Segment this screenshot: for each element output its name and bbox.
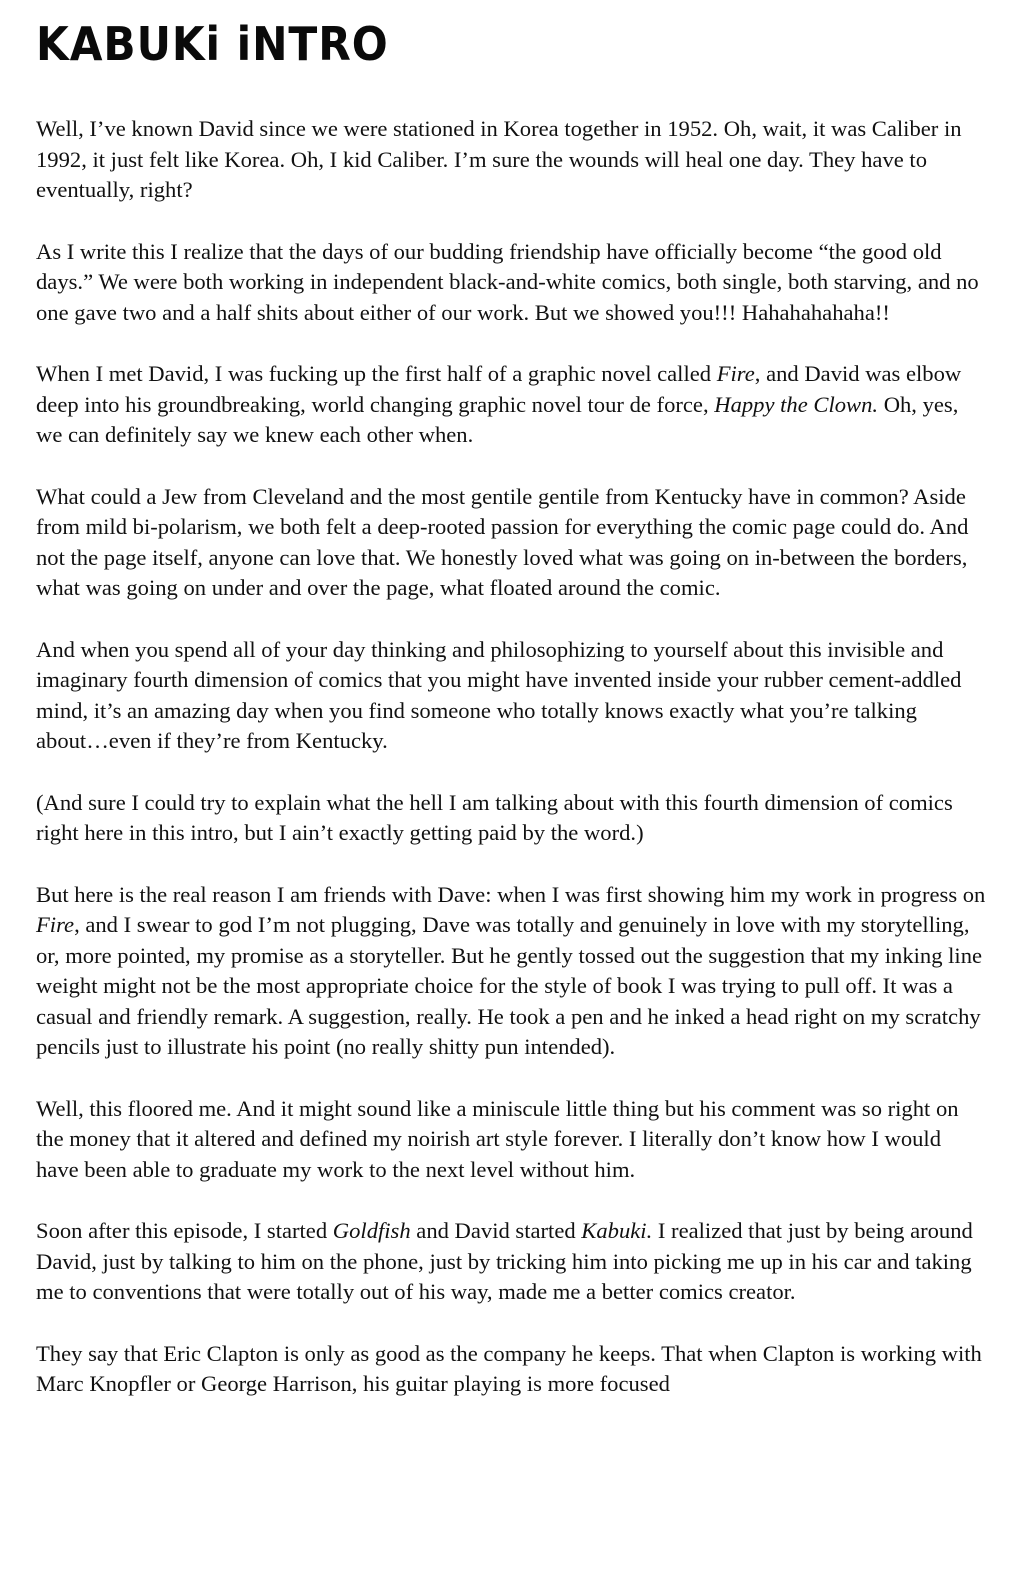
- paragraph-text: , and I swear to god I’m not plugging, Dave was totally and genuinely in love with my storytelling, or, more pointed, my promise as a storyteller. But he gently tossed out the suggestion that my inking line weight might not be the most appropriate choice for the style of book I was trying to pull off. It was a casual and friendly remark. A suggestion, really. He took a pen and he inked a head right on my scratchy pencils just to illustrate his point (no really shitty pun intended).: [36, 912, 983, 1059]
- page-title: KABUKi iNTRO: [36, 17, 389, 71]
- paragraph: [36, 1094, 986, 1186]
- paragraph-text: What could a Jew from Cleveland and the most gentile gentile from Kentucky have in common? Aside from mild bi-polarism, we both felt a deep-rooted passion for everything the comic page could do. And not the page itself, anyone can love that. We honestly loved what was going on in-between the borders, what was going on under and over the page, what floated around the comic.: [36, 483, 969, 600]
- paragraph-text: Well, I’ve known David since we were stationed in Korea together in 1952. Oh, wait, it was Caliber in 1992, it just felt like Korea. Oh, I kid Caliber. I’m sure the wounds will heal one day. They have to eventually, right?: [36, 116, 962, 202]
- paragraph-text: When I met David, I was fucking up the first half of a graphic novel called: [36, 361, 717, 386]
- paragraph-text: (And sure I could try to explain what the hell I am talking about with this fourth dimension of comics right here in this intro, but I ain’t exactly getting paid by the word.): [36, 789, 953, 845]
- paragraph-text: Oh, yes, we can definitely say we knew each other when.: [36, 391, 959, 447]
- paragraph: [36, 788, 986, 849]
- paragraph: [36, 880, 986, 1063]
- paragraph: [36, 1339, 986, 1400]
- paragraph: [36, 1216, 986, 1308]
- italic-title-text: Happy the Clown.: [714, 391, 879, 417]
- paragraph-text: And when you spend all of your day thinking and philosophizing to yourself about this invisible and imaginary fourth dimension of comics that you might have invented inside your rubber cement-addled mind, it’s an amazing day when you find someone who totally knows exactly what you’re talking about…even if they’re from Kentucky.: [36, 636, 962, 753]
- italic-title-text: Goldfish: [332, 1218, 411, 1243]
- paragraph-text: Well, this floored me. And it might sound like a miniscule little thing but his comment was so right on the money that it altered and defined my noirish art style forever. I literally don’t know how I would have been able to graduate my work to the next level without him.: [36, 1095, 959, 1182]
- italic-title-text: Kabuki.: [581, 1218, 653, 1243]
- paragraph-text: Soon after this episode, I started: [36, 1218, 333, 1243]
- paragraph: [36, 635, 986, 757]
- paragraph: [36, 482, 986, 604]
- intro-body: [36, 114, 986, 1400]
- italic-title-text: Fire: [716, 361, 755, 386]
- paragraph-text: I realized that just by being around David, just by talking to him on the phone, just by tricking him into picking me up in his car and taking me to conventions that were totally out of his way, made me a better comics creator.: [36, 1218, 973, 1304]
- paragraph-text: and David started: [410, 1218, 582, 1243]
- italic-title-text: Fire: [36, 912, 75, 937]
- paragraph: [36, 114, 986, 206]
- paragraph-text: , and David was elbow deep into his groundbreaking, world changing graphic novel tour de force,: [36, 361, 962, 417]
- paragraph-text: But here is the real reason I am friends with Dave: when I was first showing him my work in progress on: [36, 881, 986, 907]
- paragraph-text: They say that Eric Clapton is only as good as the company he keeps. That when Clapton is working with Marc Knopfler or George Harrison, his guitar playing is more focused: [36, 1340, 982, 1396]
- paragraph: [36, 359, 986, 451]
- paragraph: [36, 237, 986, 329]
- paragraph-text: As I write this I realize that the days of our budding friendship have officially become “the good old days.” We were both working in independent black-and-white comics, both single, both starving, and no one gave two and a half shits about either of our work. But we showed you!!! Hahahahahaha!!: [36, 238, 979, 325]
